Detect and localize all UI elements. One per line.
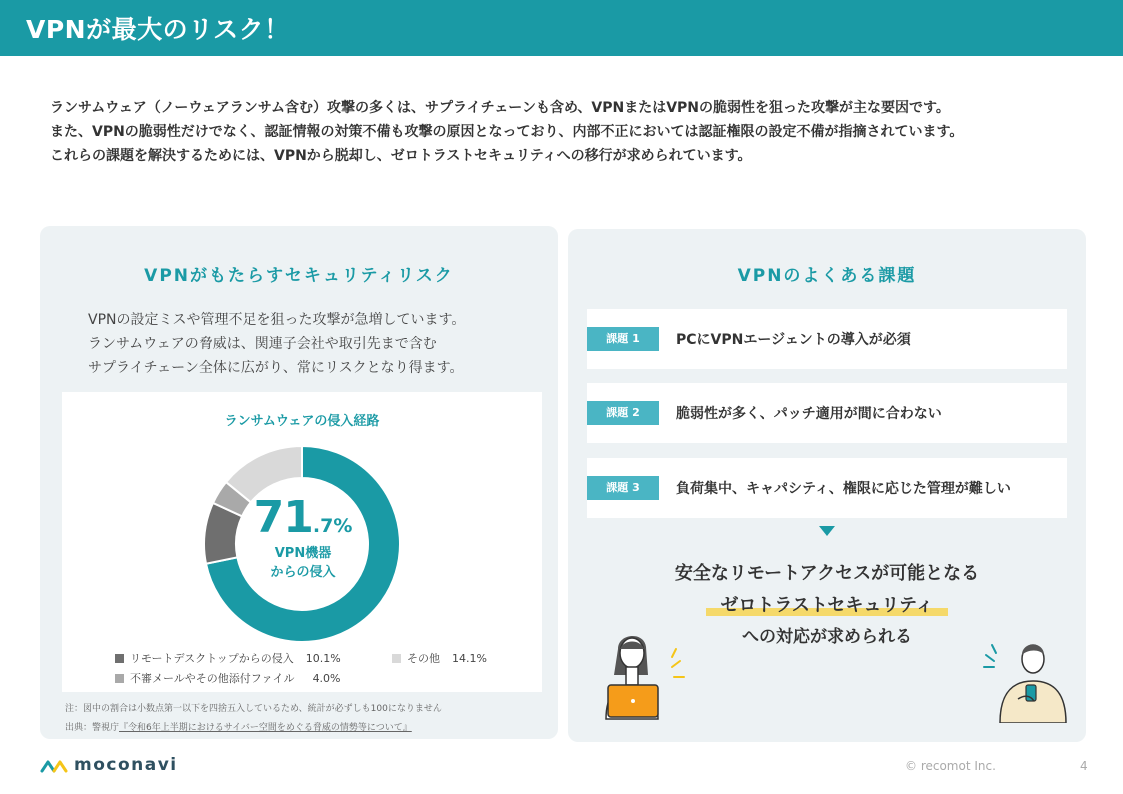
center-value-decimal: .7%: [312, 515, 353, 537]
chart-title: ランサムウェアの侵入経路: [224, 414, 380, 429]
legend-swatch: [115, 654, 124, 663]
legend-value: 4.0%: [312, 672, 341, 685]
copyright: © recomot Inc.: [905, 759, 996, 773]
source-line: [65, 719, 442, 738]
source-link[interactable]: 『令和6年上半期におけるサイバー空間をめぐる脅威の情勢等について』: [119, 723, 412, 733]
desc-line: サプライチェーン全体に広がり、常にリスクとなり得ます。: [88, 360, 464, 376]
desc-line: ランサムウェアの脅威は、関連子会社や取引先まで含む: [88, 336, 437, 352]
logo-text: moconavi: [74, 755, 178, 775]
conclusion-line-3: への対応が求められる: [742, 627, 912, 647]
logo-mark-icon: [40, 759, 70, 773]
legend-item-email: [115, 670, 341, 686]
vpn-issues-title: VPNのよくある課題: [737, 266, 917, 286]
legend-label: リモートデスクトップからの侵入: [130, 652, 294, 665]
chart-notes: [65, 700, 442, 738]
legend-item-remote-desktop: [115, 650, 341, 666]
issue-card-3: [587, 458, 1067, 518]
legend-value: 14.1%: [452, 652, 487, 665]
legend-item-other: [392, 650, 487, 666]
issue-badge: 課題 3: [587, 476, 659, 500]
woman-laptop-illustration: [596, 627, 696, 723]
security-risk-panel: [40, 226, 558, 739]
moconavi-logo: [40, 755, 178, 775]
issue-card-1: [587, 309, 1067, 369]
center-label-line: からの侵入: [270, 565, 336, 580]
risk-description: [88, 308, 465, 380]
source-prefix: 出典：警視庁: [65, 723, 120, 733]
slide-header: [0, 0, 1123, 56]
zero-trust-highlight: ゼロトラストセキュリティ: [706, 595, 947, 616]
issue-text: 負荷集中、キャパシティ、権限に応じた管理が難しい: [676, 481, 1011, 497]
center-label-line: VPN機器: [274, 546, 332, 561]
legend-label: その他: [407, 652, 440, 665]
conclusion-line-1: 安全なリモートアクセスが可能となる: [674, 563, 980, 584]
issue-badge: 課題 2: [587, 401, 659, 425]
down-arrow-icon: [819, 526, 835, 536]
issue-text: 脆弱性が多く、パッチ適用が間に合わない: [676, 406, 942, 422]
legend-value: 10.1%: [305, 652, 341, 665]
ransomware-chart: [62, 392, 542, 692]
center-value-integer: 71: [253, 492, 313, 543]
legend-swatch: [392, 654, 401, 663]
slide-title: VPNが最大のリスク！: [26, 15, 290, 44]
man-phone-illustration: [978, 637, 1078, 723]
issue-card-2: [587, 383, 1067, 443]
issue-text: PCにVPNエージェントの導入が必須: [676, 332, 911, 348]
note-text: 注：図中の割合は小数点第一以下を四捨五入しているため、統計が必ずしも100になりません: [65, 704, 442, 714]
intro-line: ランサムウェア（ノーウェアランサム含む）攻撃の多くは、サプライチェーンも含め、VPNまたはVPNの脆弱性を狙った攻撃が主な要因です。: [50, 100, 950, 116]
intro-text: [50, 96, 1110, 168]
legend-swatch: [115, 674, 124, 683]
page-number: 4: [1080, 759, 1088, 773]
center-value: [238, 492, 368, 543]
conclusion-highlight: [568, 591, 1086, 617]
center-label: [238, 544, 368, 582]
security-risk-title: VPNがもたらすセキュリティリスク: [144, 266, 454, 286]
legend-label: 不審メールやその他添付ファイル: [130, 672, 295, 685]
issue-badge: 課題 1: [587, 327, 659, 351]
intro-line: また、VPNの脆弱性だけでなく、認証情報の対策不備も攻撃の原因となっており、内部不正においては認証権限の設定不備が指摘されています。: [50, 124, 964, 140]
intro-line: これらの課題を解決するためには、VPNから脱却し、ゼロトラストセキュリティへの移行が求められています。: [50, 148, 752, 164]
vpn-issues-panel: [568, 229, 1086, 742]
desc-line: VPNの設定ミスや管理不足を狙った攻撃が急増しています。: [88, 312, 466, 328]
